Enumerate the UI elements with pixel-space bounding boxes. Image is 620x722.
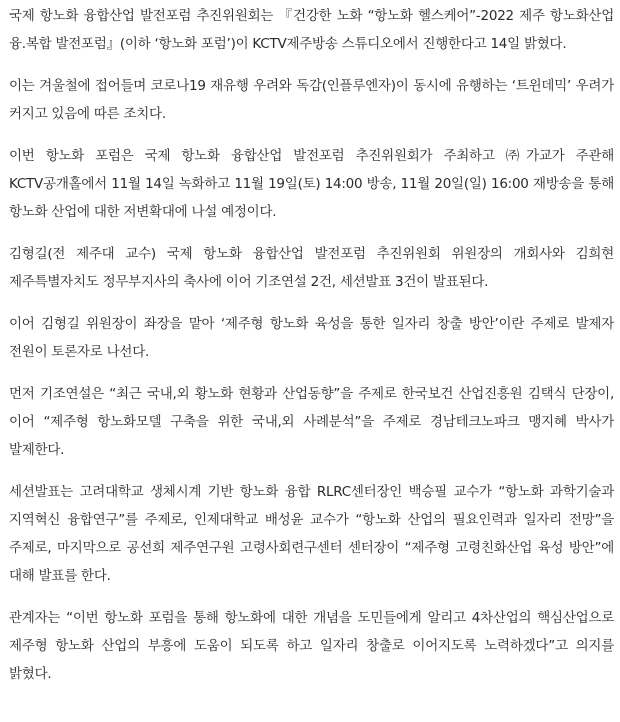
article-paragraph: 이는 겨울철에 접어들며 코로나19 재유행 우려와 독감(인플루엔자)이 동시에 유행하는 ‘트윈데믹’ 우려가 커지고 있음에 따른 조치다. (9, 78, 614, 122)
article-paragraph: 먼저 기조연설은 “최근 국내,외 황노화 현황과 산업동향”을 주제로 한국보건 산업진흥원 김택식 단장이, 이어 “제주형 항노화모델 구축을 위한 국내,외 사례분석”을 주제로 경남테크노파크 맹지혜 박사가 발제한다. (9, 386, 614, 458)
article-paragraph: 이번 항노화 포럼은 국제 항노화 융합산업 발전포럼 추진위원회가 주최하고 ㈜가교가 주관해 KCTV공개홀에서 11월 14일 녹화하고 11월 19일(토) 14:00 방송, 11월 20일(일) 16:00 재방송을 통해 항노화 산업에 대한 저변확대에 나설 예정이다. (9, 148, 614, 220)
article-paragraph: 관계자는 “이번 항노화 포럼을 통해 항노화에 대한 개념을 도민들에게 알리고 4차산업의 핵심산업으로 제주형 항노화 산업의 부흥에 도움이 되도록 하고 일자리 창출로 이어지도록 노력하겠다”고 의지를 밝혔다. (9, 610, 614, 682)
article-paragraph: 김형길(전 제주대 교수) 국제 항노화 융합산업 발전포럼 추진위원회 위원장의 개회사와 김희현 제주특별자치도 정무부지사의 축사에 이어 기조연설 2건, 세션발표 3건이 발표된다. (9, 246, 614, 290)
article-body (0, 2, 620, 688)
article-paragraph: 세션발표는 고려대학교 생체시계 기반 항노화 융합 RLRC센터장인 백승필 교수가 “항노화 과학기술과 지역혁신 융합연구”를 주제로, 인제대학교 배성윤 교수가 “항노화 산업의 필요인력과 일자리 전망”을 주제로, 마지막으로 공선희 제주연구원 고령사회련구센터 센터장이 “제주형 고령친화산업 육성 방안”에 대해 발표를 한다. (9, 484, 614, 584)
article-paragraph: 국제 항노화 융합산업 발전포럼 추진위원회는 『건강한 노화 “항노화 헬스케어”-2022 제주 항노화산업 융.복합 발전포럼』(이하 ‘항노화 포럼’)이 KCTV제주방송 스튜디오에서 진행한다고 14일 밝혔다. (9, 8, 614, 52)
article-paragraph: 이어 김형길 위원장이 좌장을 맡아 ‘제주형 항노화 육성을 통한 일자리 창출 방안’이란 주제로 발제자 전원이 토론자로 나선다. (9, 316, 614, 360)
